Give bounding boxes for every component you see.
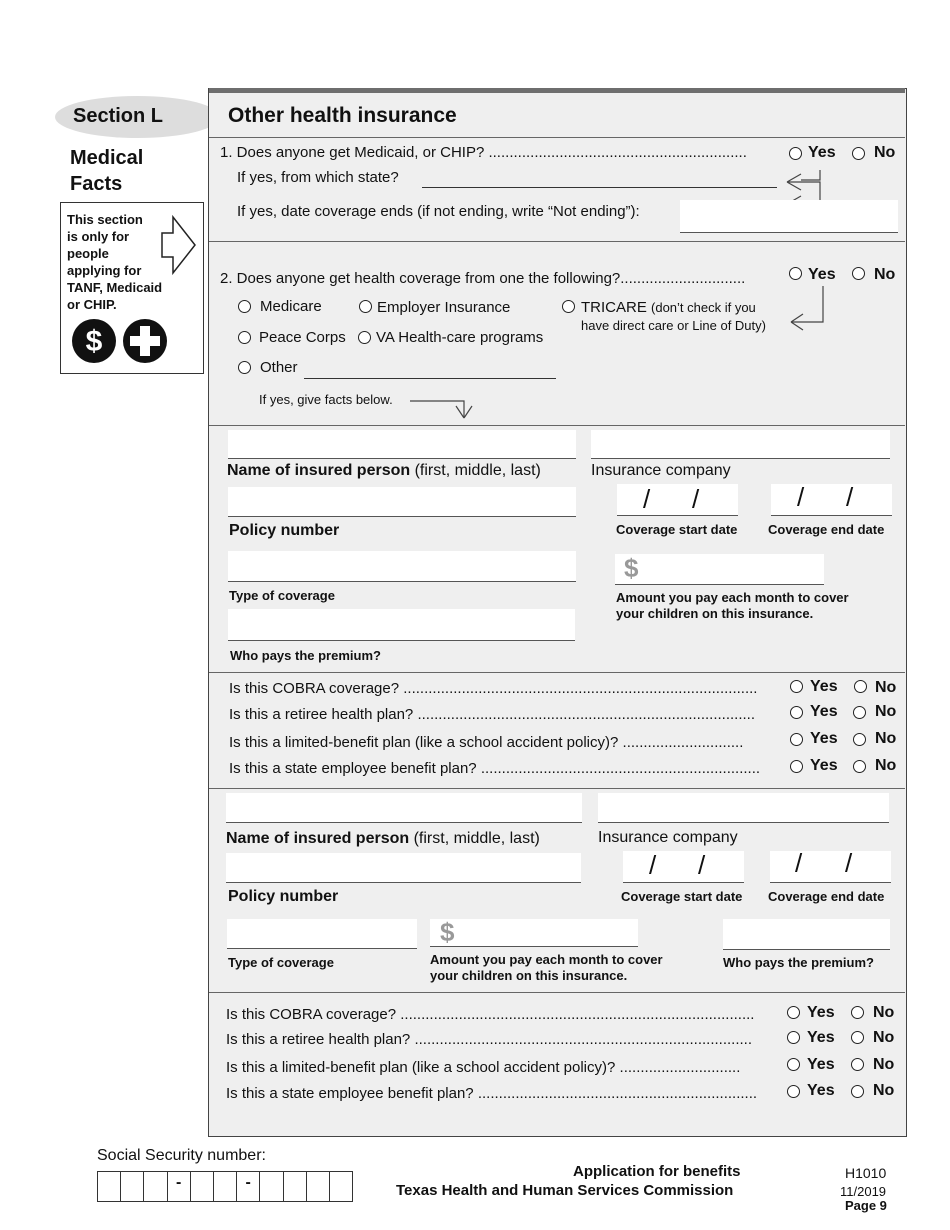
block1-name-label-rest: (first, middle, last)	[410, 462, 541, 479]
no-label: No	[875, 679, 897, 696]
yes-label: Yes	[807, 1004, 835, 1021]
other-field[interactable]	[304, 378, 556, 379]
panel-top-bar	[209, 88, 905, 93]
sidebar-note-box	[60, 202, 204, 374]
block1-type-of-coverage-label: Type of coverage	[229, 588, 335, 603]
yes-label: Yes	[807, 1056, 835, 1073]
sidebar-note-line: is only for	[67, 229, 130, 244]
block2-amount-label-line2: your children on this insurance.	[430, 968, 628, 983]
sidebar-title-line2: Facts	[70, 173, 123, 195]
q2-no-radio[interactable]	[852, 267, 865, 280]
q2-yes-label: Yes	[808, 266, 836, 283]
block1-state-employee-question: Is this a state employee benefit plan? ...................................................................	[229, 760, 761, 777]
block2-retiree-no-radio[interactable]	[851, 1031, 864, 1044]
q1-ends-label: If yes, date coverage ends (if not ending, write “Not ending”):	[237, 203, 640, 220]
block2-amount-label-line1: Amount you pay each month to cover	[430, 952, 663, 967]
block2-policy-number-field[interactable]	[226, 853, 581, 883]
dollar-sign: $	[440, 917, 455, 947]
block1-coverage-start-label: Coverage start date	[616, 522, 738, 537]
q2-no-label: No	[874, 266, 896, 283]
sidebar-note-line: applying for	[67, 263, 142, 278]
block2-type-of-coverage-field[interactable]	[227, 919, 417, 949]
block1-insurance-company-field[interactable]	[591, 430, 890, 459]
tricare-radio[interactable]	[562, 300, 575, 313]
other-radio[interactable]	[238, 361, 251, 374]
block2-state-employee-question: Is this a state employee benefit plan? ...................................................................	[226, 1085, 758, 1102]
block1-name-field[interactable]	[228, 430, 576, 459]
block2-state-no-radio[interactable]	[851, 1085, 864, 1098]
block2-name-label	[226, 830, 540, 848]
ssn-dash: -	[237, 1172, 260, 1201]
block2-name-label-rest: (first, middle, last)	[409, 830, 540, 847]
date-slash: /	[797, 482, 805, 512]
give-facts-label: If yes, give facts below.	[259, 392, 393, 407]
footer-app-title: Application for benefits	[573, 1163, 741, 1180]
block1-policy-number-field[interactable]	[228, 487, 576, 517]
divider	[209, 137, 905, 138]
yes-label: Yes	[810, 703, 838, 720]
tricare-note-line2: have direct care or Line of Duty)	[581, 318, 766, 333]
block1-limited-yes-radio[interactable]	[790, 733, 803, 746]
date-slash: /	[795, 848, 803, 878]
block1-policy-number-label: Policy number	[229, 522, 340, 539]
block2-cobra-question: Is this COBRA coverage? .....................................................................................	[226, 1006, 755, 1023]
block1-retiree-no-radio[interactable]	[853, 706, 866, 719]
block2-who-pays-field[interactable]	[723, 919, 890, 950]
date-slash: /	[692, 484, 700, 514]
no-label: No	[873, 1056, 895, 1073]
peace-corps-label: Peace Corps	[259, 329, 346, 346]
va-radio[interactable]	[358, 331, 371, 344]
block1-state-yes-radio[interactable]	[790, 760, 803, 773]
no-label: No	[875, 730, 897, 747]
block2-policy-number-label: Policy number	[228, 888, 339, 905]
block2-limited-benefit-question: Is this a limited-benefit plan (like a school accident policy)? .............................	[226, 1059, 741, 1076]
block1-cobra-no-radio[interactable]	[854, 680, 867, 693]
block2-coverage-start-label: Coverage start date	[621, 889, 743, 904]
date-slash: /	[846, 482, 854, 512]
sidebar-title-line1: Medical	[70, 147, 144, 169]
footer-page: Page 9	[845, 1198, 887, 1213]
block2-name-field[interactable]	[226, 793, 582, 823]
date-slash: /	[649, 850, 657, 880]
svg-text:$: $	[85, 325, 103, 358]
block2-name-label-bold: Name of insured person	[226, 830, 410, 847]
ssn-label: Social Security number:	[97, 1147, 266, 1164]
block2-cobra-yes-radio[interactable]	[787, 1006, 800, 1019]
yes-label: Yes	[810, 757, 838, 774]
footer-date: 11/2019	[840, 1184, 887, 1199]
block1-state-no-radio[interactable]	[853, 760, 866, 773]
medical-cross-icon	[122, 318, 168, 364]
date-slash: /	[643, 484, 651, 514]
q1-state-field[interactable]	[422, 187, 777, 188]
block1-cobra-question: Is this COBRA coverage? .....................................................................................	[229, 680, 758, 697]
block2-who-pays-label: Who pays the premium?	[723, 955, 874, 970]
ssn-input[interactable]	[97, 1171, 353, 1202]
block2-type-of-coverage-label: Type of coverage	[228, 955, 334, 970]
yes-label: Yes	[807, 1082, 835, 1099]
back-arrow-icon	[785, 284, 827, 334]
q1-yes-label: Yes	[808, 144, 836, 161]
footer-form-id: H1010	[845, 1165, 887, 1181]
divider	[209, 992, 905, 993]
tricare-note: (don’t check if you	[651, 300, 756, 315]
employer-insurance-label: Employer Insurance	[377, 299, 511, 316]
dollar-sign: $	[624, 553, 639, 583]
no-label: No	[873, 1004, 895, 1021]
divider	[209, 672, 905, 673]
block1-retiree-question: Is this a retiree health plan? .................................................................................	[229, 706, 756, 723]
other-label: Other	[260, 359, 298, 376]
medicare-radio[interactable]	[238, 300, 251, 313]
divider	[209, 241, 905, 242]
block1-who-pays-label: Who pays the premium?	[230, 648, 381, 663]
footer-agency: Texas Health and Human Services Commission	[396, 1182, 734, 1199]
panel-title: Other health insurance	[228, 104, 457, 127]
sidebar-note-line: TANF, Medicaid	[67, 280, 163, 295]
block2-amount-field[interactable]	[430, 919, 638, 947]
section-label: Section L	[73, 105, 164, 127]
tricare-text: TRICARE	[581, 299, 647, 316]
medicare-label: Medicare	[260, 298, 322, 315]
employer-insurance-radio[interactable]	[359, 300, 372, 313]
block1-amount-label-line1: Amount you pay each month to cover	[616, 590, 849, 605]
q1-no-radio[interactable]	[852, 147, 865, 160]
block2-coverage-start-field[interactable]	[623, 851, 744, 883]
q1-no-label: No	[874, 144, 896, 161]
down-arrow-icon	[410, 394, 476, 422]
tricare-label	[581, 299, 756, 316]
block2-coverage-end-field[interactable]	[770, 851, 891, 883]
divider	[209, 425, 905, 426]
q1-yes-radio[interactable]	[789, 147, 802, 160]
divider	[209, 788, 905, 789]
ssn-dash: -	[168, 1172, 191, 1201]
block1-type-of-coverage-field[interactable]	[228, 551, 576, 582]
block1-insurance-company-label: Insurance company	[591, 462, 731, 479]
block1-limited-no-radio[interactable]	[853, 733, 866, 746]
block2-state-yes-radio[interactable]	[787, 1085, 800, 1098]
block2-insurance-company-field[interactable]	[598, 793, 889, 823]
right-arrow-icon	[159, 215, 199, 277]
block1-amount-field[interactable]	[615, 554, 824, 585]
block2-limited-no-radio[interactable]	[851, 1058, 864, 1071]
q2-question: 2. Does anyone get health coverage from one the following?..............................	[220, 270, 746, 287]
block1-coverage-start-field[interactable]	[617, 484, 738, 516]
dollar-circle-icon	[71, 318, 117, 364]
block1-name-label	[227, 462, 541, 480]
q1-state-label: If yes, from which state?	[237, 169, 399, 186]
block1-limited-benefit-question: Is this a limited-benefit plan (like a school accident policy)? .............................	[229, 734, 744, 751]
date-slash: /	[845, 848, 853, 878]
block1-coverage-end-label: Coverage end date	[768, 522, 885, 537]
block2-coverage-end-label: Coverage end date	[768, 889, 885, 904]
yes-label: Yes	[810, 730, 838, 747]
no-label: No	[875, 757, 897, 774]
block2-retiree-question: Is this a retiree health plan? .................................................................................	[226, 1031, 753, 1048]
sidebar-note-line: people	[67, 246, 109, 261]
block2-insurance-company-label: Insurance company	[598, 829, 738, 846]
block2-retiree-yes-radio[interactable]	[787, 1031, 800, 1044]
sidebar-note-line: This section	[67, 212, 143, 227]
date-slash: /	[698, 850, 706, 880]
block2-cobra-no-radio[interactable]	[851, 1006, 864, 1019]
block1-cobra-yes-radio[interactable]	[790, 680, 803, 693]
block1-amount-label-line2: your children on this insurance.	[616, 606, 814, 621]
q1-ends-field[interactable]	[680, 200, 898, 233]
block1-coverage-end-field[interactable]	[771, 484, 892, 516]
q1-question: 1. Does anyone get Medicaid, or CHIP? ..............................................................	[220, 144, 747, 161]
block2-limited-yes-radio[interactable]	[787, 1058, 800, 1071]
block1-who-pays-field[interactable]	[228, 609, 575, 641]
no-label: No	[873, 1082, 895, 1099]
no-label: No	[875, 703, 897, 720]
block1-retiree-yes-radio[interactable]	[790, 706, 803, 719]
block1-name-label-bold: Name of insured person	[227, 462, 411, 479]
sidebar-note-line: or CHIP.	[67, 297, 117, 312]
yes-label: Yes	[807, 1029, 835, 1046]
peace-corps-radio[interactable]	[238, 331, 251, 344]
yes-label: Yes	[810, 678, 838, 695]
va-label: VA Health-care programs	[376, 329, 544, 346]
no-label: No	[873, 1029, 895, 1046]
q2-yes-radio[interactable]	[789, 267, 802, 280]
